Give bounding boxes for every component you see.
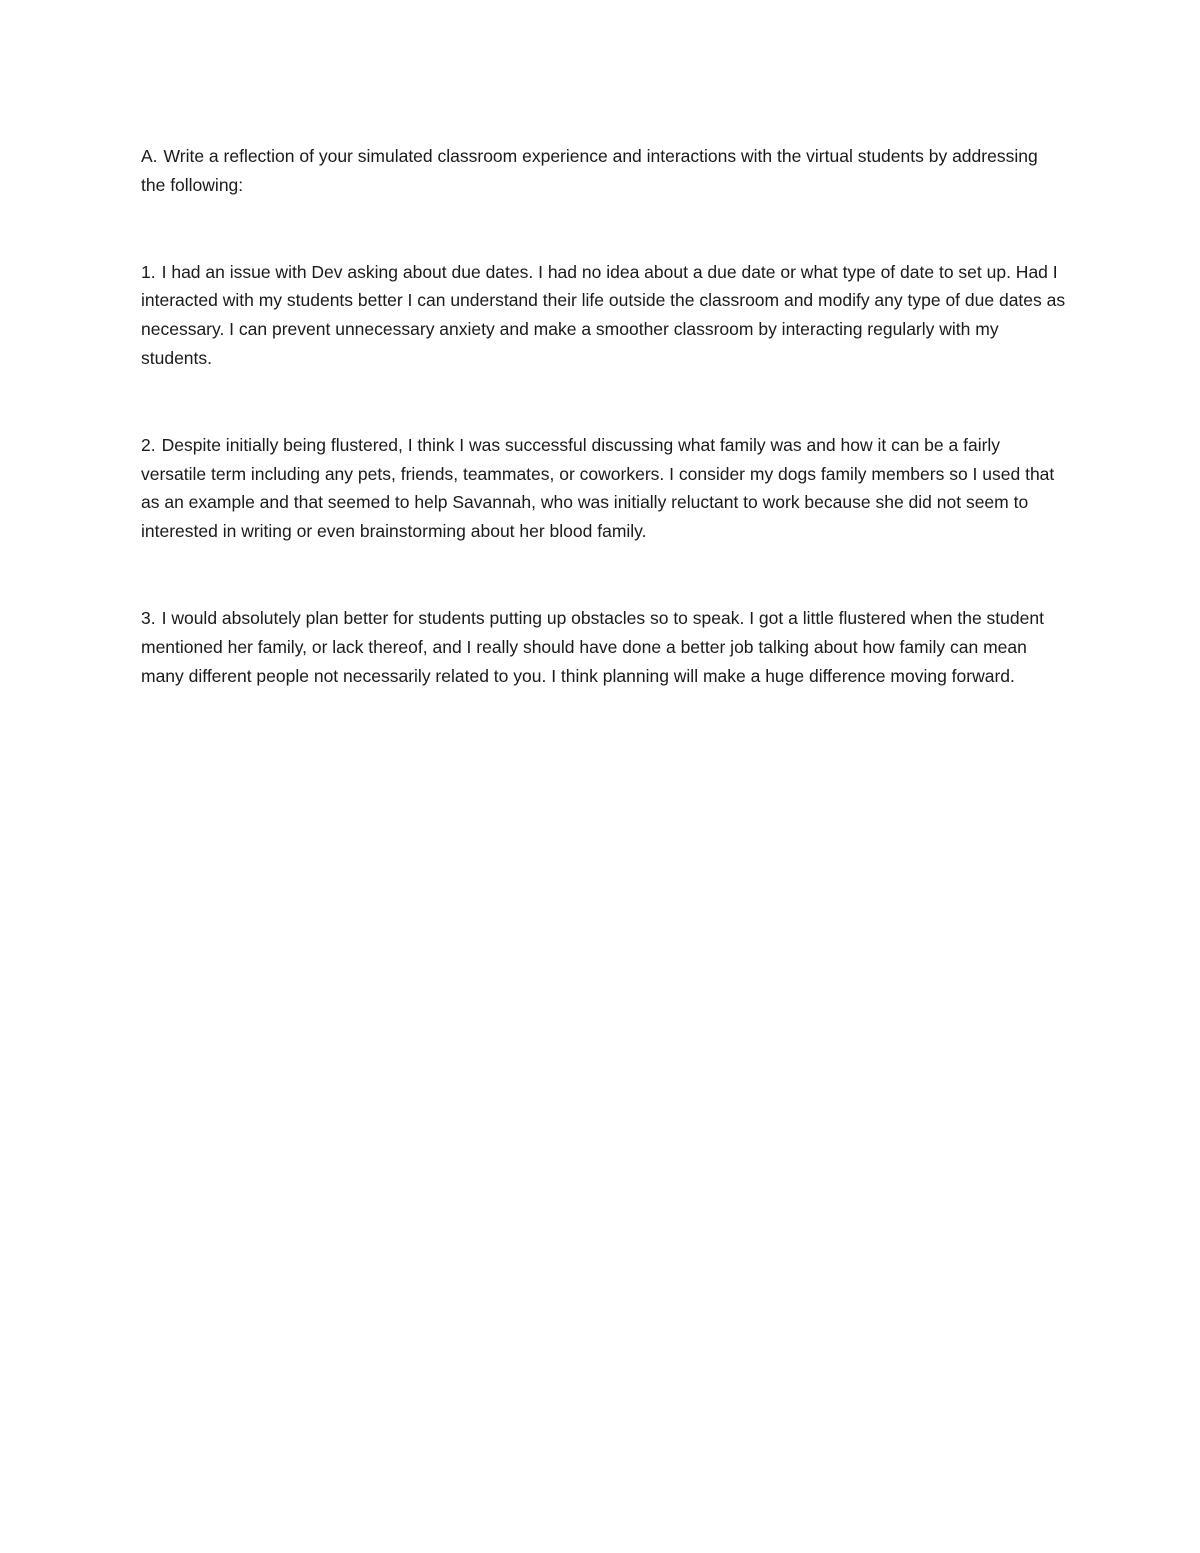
answer-paragraph-2: [141, 431, 1066, 546]
paragraph-text: I had an issue with Dev asking about due dates. I had no idea about a due date or what type of date to set up. Had I interacted with my students better I can understand their life outside the classroom and modify any type of due dates as necessary. I can prevent unnecessary anxiety and make a smoother classroom by interacting regularly with my students.: [141, 261, 1066, 368]
paragraph-marker: 2.: [141, 434, 156, 455]
paragraph-text: I would absolutely plan better for students putting up obstacles so to speak. I got a little flustered when the student mentioned her family, or lack thereof, and I really should have done a better job talking about how family can mean many different people not necessarily related to you. I think planning will make a huge difference moving forward.: [141, 607, 1044, 686]
paragraph-text: Despite initially being flustered, I think I was successful discussing what family was and how it can be a fairly versatile term including any pets, friends, teammates, or coworkers. I consider my dogs family members so I used that as an example and that seemed to help Savannah, who was initially reluctant to work because she did not seem to interested in writing or even brainstorming about her blood family.: [141, 434, 1055, 542]
answer-paragraph-3: [141, 604, 1066, 690]
paragraph-text: Write a reflection of your simulated classroom experience and interactions with the virtual students by addressing the following:: [141, 146, 1038, 195]
paragraph-marker: A.: [141, 146, 158, 166]
document-body: [141, 142, 1066, 690]
answer-paragraph-1: [141, 258, 1066, 373]
paragraph-marker: 1.: [141, 261, 156, 282]
paragraph-marker: 3.: [141, 607, 156, 628]
prompt-paragraph: [141, 142, 1066, 200]
